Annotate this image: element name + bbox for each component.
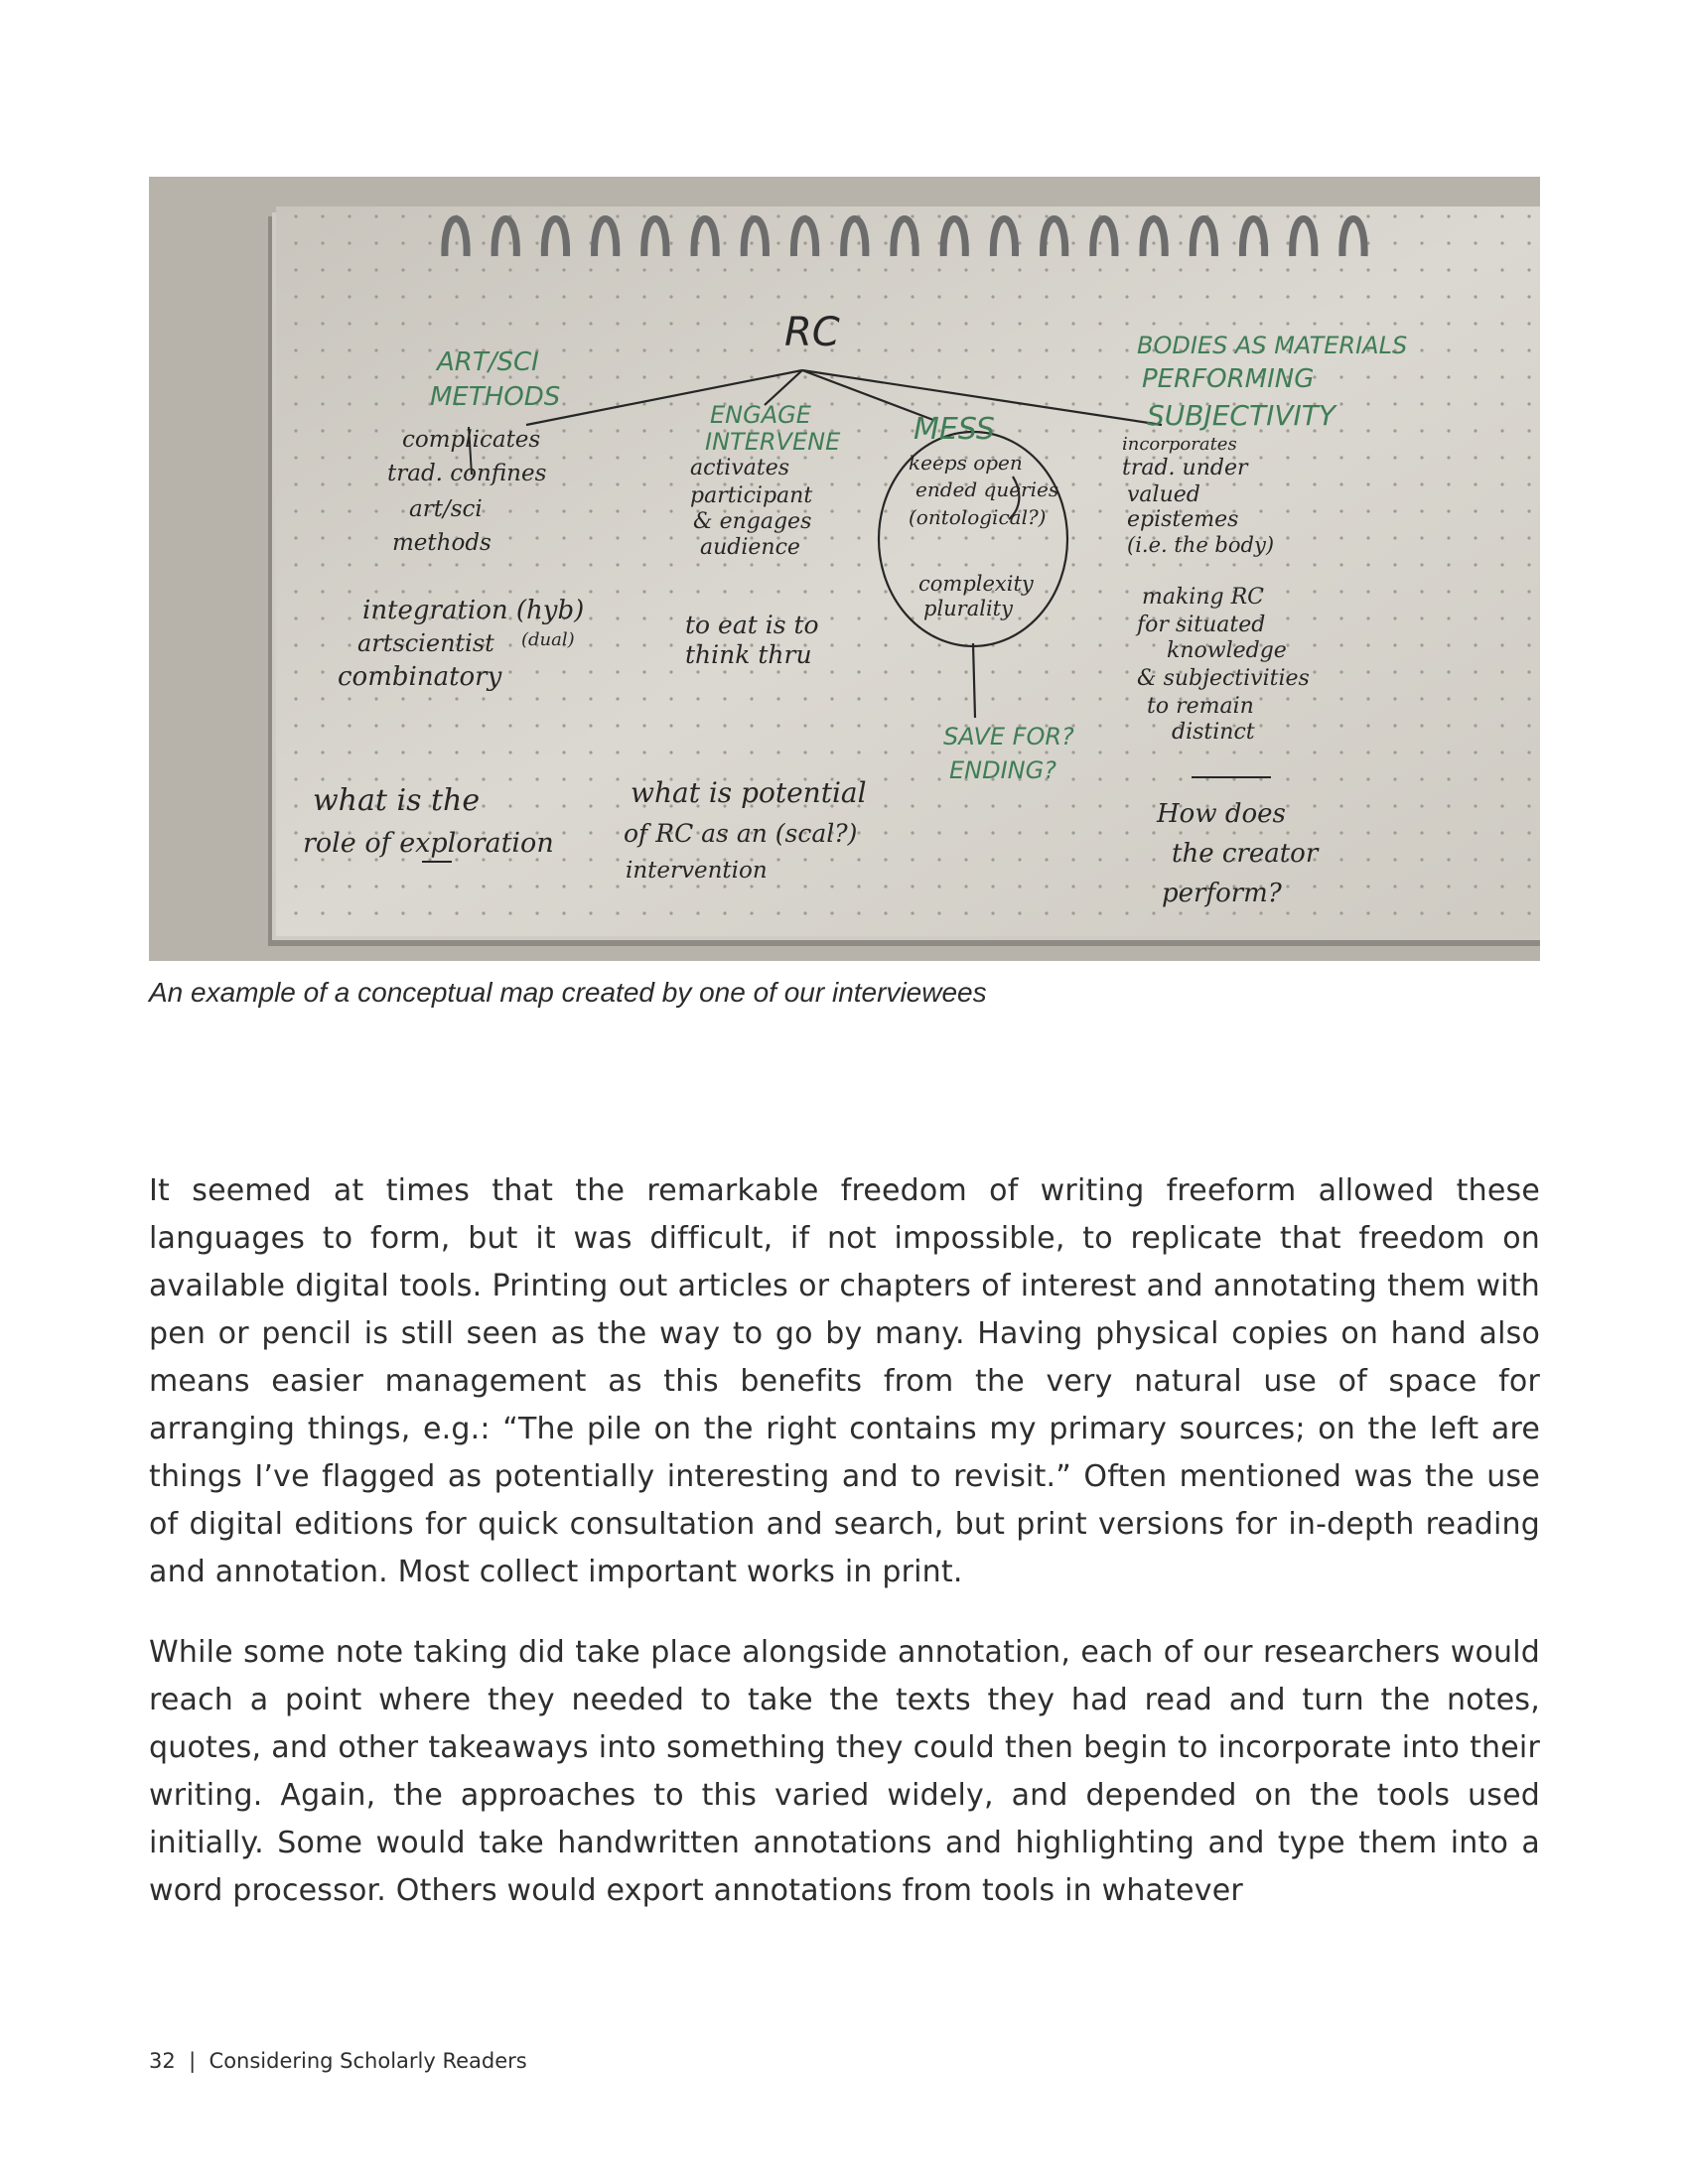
note-col3-c-1: SAVE FOR? [943,723,1074,751]
note-col1-c-1: what is the [313,783,481,818]
notebook-illustration [149,177,1540,961]
map-branch1-line2: METHODS [430,382,561,412]
note-col4-c-1: How does [1157,799,1286,829]
note-col1-c-2: role of exploration [303,828,554,859]
note-col4-b-2: for situated [1137,613,1266,637]
note-col3-c-2: ENDING? [949,756,1056,784]
footer-separator: | [189,2049,197,2073]
note-col1-b-3: artscientist [357,629,494,657]
paragraph: It seemed at times that the remarkable freedom of writing freeform allowed these languages to form, but it was difficult, if not impossible, to replicate that freedom on available digital tools. Printing out articles or chapters of interest and annotating them with pen or pencil is still seen as the way to go by many. Having physical copies on hand also means easier management as this benefits from the very natural use of space for arranging things, e.g.: “The pile on the right contains my primary sources; on the left are things I’ve flagged as potentially interesting and to revisit.” Often mentioned was the use of digital editions for quick consultation and search, but print versions for in-depth reading and annotation. Most collect important works in print. [149,1173,1540,1589]
note-col4-a-1: incorporates [1122,434,1237,455]
running-title: Considering Scholarly Readers [209,2049,527,2073]
note-col2-c-2: of RC as an (scal?) [624,819,858,848]
note-col4-b-6: distinct [1172,720,1255,745]
note-col2-a-1: activates [690,456,790,480]
note-col1-a-2: trad. confines [387,461,547,486]
note-col1-b-4: combinatory [338,662,502,692]
note-col1-a-3: art/sci [409,496,483,522]
note-col1-a-4: methods [392,530,492,556]
paragraph: While some note taking did take place alongside annotation, each of our researchers would reach a point where they needed to take the texts they had read and turn the notes, quotes, and other takeaways into something they could then begin to incorporate into their writing. Again, the approaches to this varied widely, and depended on the tools used initially. Some would take handwritten annotations and highlighting and type them into a word processor. Others would export annotations from tools in whatever [149,1635,1540,1908]
map-branch3: MESS [914,412,995,447]
map-branch4-line2: PERFORMING [1142,364,1315,394]
note-col2-c-3: intervention [626,858,768,884]
footer-separator-space-right [196,2049,209,2073]
note-col2-b-1: to eat is to [685,611,819,639]
note-col4-c-3: perform? [1162,879,1282,908]
map-branch2-line2: INTERVENE [705,428,841,456]
note-col3-b-2: plurality [923,597,1013,620]
note-col3-a-2: ended queries [915,478,1059,501]
map-branch4-line3: SUBJECTIVITY [1147,399,1336,432]
note-col3-a-1: keeps open [909,451,1023,475]
conceptual-map-photo [149,177,1540,961]
body-text [149,1167,1540,1948]
map-branch4-line1: BODIES AS MATERIALS [1137,332,1408,359]
note-col1-b-1: integration (hyb) [362,596,585,625]
note-col2-a-3: & engages [693,509,812,534]
figure-caption: An example of a conceptual map created by one of our interviewees [149,977,987,1008]
map-branch2-line1: ENGAGE [710,401,811,429]
note-col2-a-2: participant [690,483,813,508]
map-root: RC [784,310,840,355]
page-footer [149,2047,527,2075]
note-col4-b-3: knowledge [1167,638,1287,663]
note-col4-a-4: epistemes [1127,507,1239,532]
note-col4-a-5: (i.e. the body) [1127,533,1275,557]
note-col4-b-1: making RC [1142,585,1264,610]
note-col2-c-1: what is potential [631,776,867,809]
note-col4-a-2: trad. under [1122,456,1248,480]
note-col1-a-1: complicates [402,427,541,453]
note-col2-a-4: audience [700,535,800,560]
note-col4-b-4: & subjectivities [1137,666,1310,691]
map-branch1-line1: ART/SCI [437,347,539,377]
note-col4-b-5: to remain [1147,694,1254,719]
note-col1-b-2: (dual) [521,629,575,650]
note-col2-b-2: think thru [685,640,812,669]
note-col3-b-1: complexity [918,572,1034,596]
note-col3-a-3: (ontological?) [909,505,1047,529]
note-col4-a-3: valued [1127,482,1200,507]
footer-separator-space-left [176,2049,189,2073]
page-number: 32 [149,2049,176,2073]
note-col4-c-2: the creator [1172,839,1319,869]
